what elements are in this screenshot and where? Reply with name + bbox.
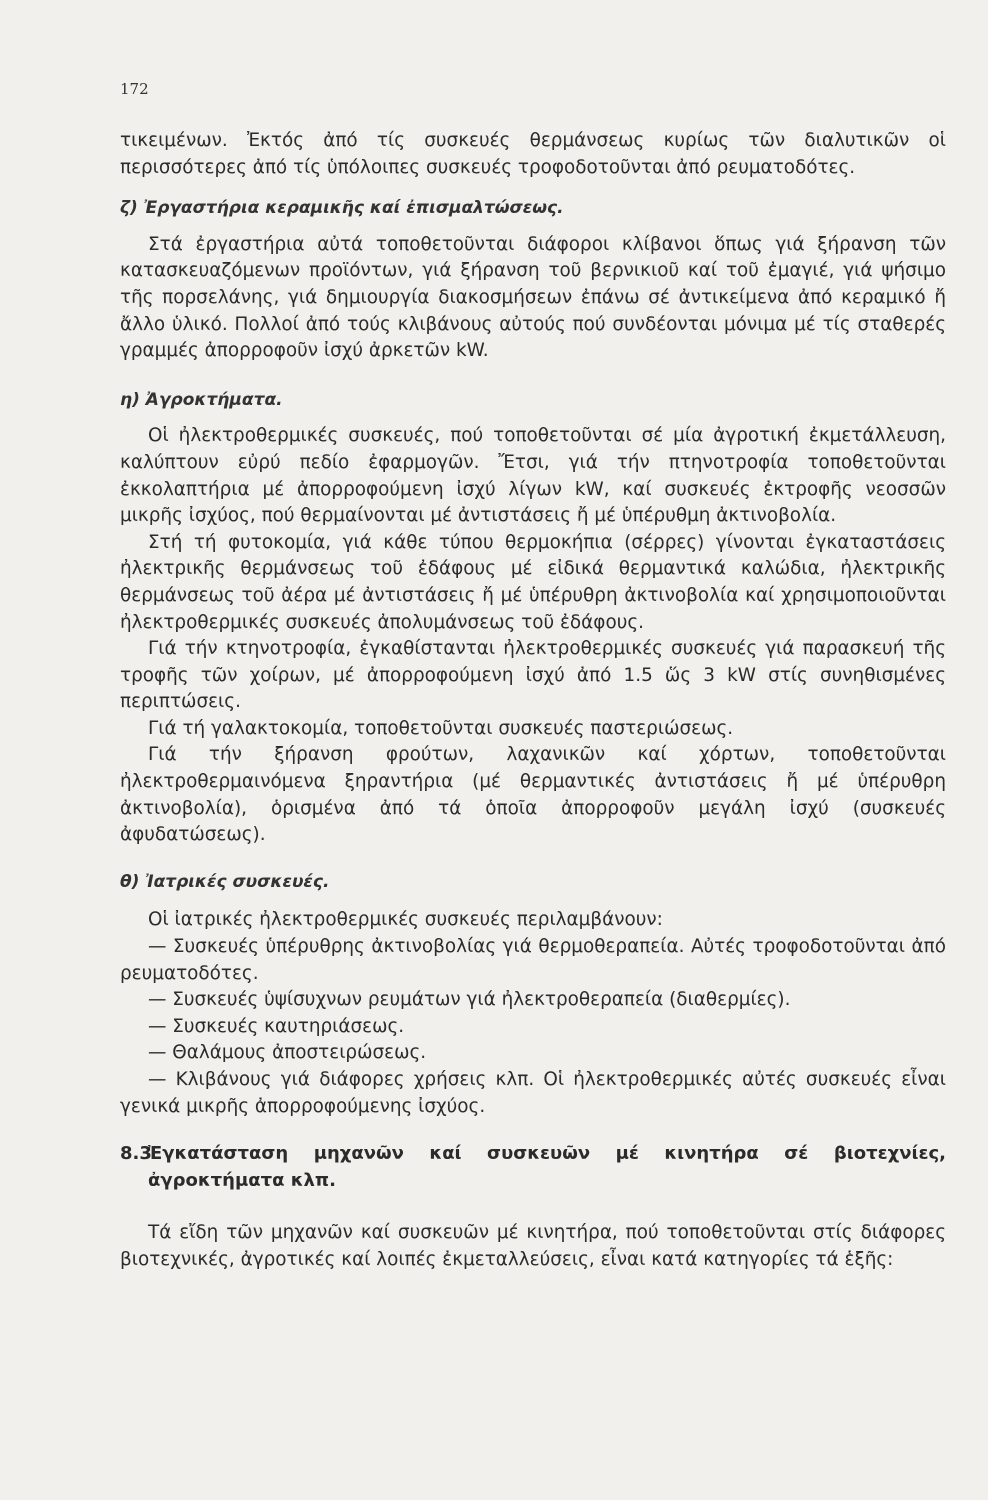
heading-farms: η) Ἀγροκτήματα. [120, 389, 283, 410]
heading-ceramics-workshops: ζ) Ἐργαστήρια κεραμικῆς καί ἐπισμαλτώσεως. [120, 198, 564, 219]
page-number: 172 [120, 80, 149, 98]
list-item-infrared: — Συσκευές ὑπέρυθρης ἀκτινοβολίας γιά θερμοθεραπεία. Αὐτές τροφοδοτοῦνται ἀπό ρευματοδότες. [120, 936, 946, 984]
paragraph-livestock: Γιά τήν κτηνοτροφία, ἐγκαθίστανται ἠλεκτροθερμικές συσκευές γιά παρασκευή τῆς τροφῆς τῶν χοίρων, μέ ἀπορροφούμενη ἰσχύ ἀπό 1.5 ὥς 3 kW στίς συνηθισμένες περιπτώσεις. [120, 638, 946, 713]
section-title-8-3 [120, 1140, 946, 1194]
paragraph-farms-intro: Οἱ ἠλεκτροθερμικές συσκευές, πού τοποθετοῦνται σέ μία ἀγροτική ἐκμετάλλευση, καλύπτουν εὐρύ πεδίο ἐφαρμογῶν. Ἔτσι, γιά τήν πτηνοτροφία τοποθετοῦνται ἐκκολαπτήρια μέ ἀπορροφούμενη ἰσχύ λίγων kW, καί συσκευές ἐκτροφῆς νεοσσῶν μικρῆς ἰσχύος, πού θερμαίνονται μέ ἀντιστάσεις ἤ μέ ὑπέρυθμη ἀκτινοβολία. [120, 425, 946, 527]
section-number: 8.3 [120, 1143, 152, 1165]
paragraph-medical-intro: Οἱ ἰατρικές ἠλεκτροθερμικές συσκευές περιλαμβάνουν: [148, 909, 663, 931]
paragraph-ceramics: Στά ἐργαστήρια αὐτά τοποθετοῦνται διάφοροι κλίβανοι ὅπως γιά ξήρανση τῶν κατασκευαζόμενων προϊόντων, γιά ξήρανση τοῦ βερνικιοῦ καί τοῦ ἐμαγιέ, γιά ψήσιμο τῆς πορσελάνης, γιά δημιουργία διακοσμήσεων ἐπάνω σέ ἀντικείμενα ἀπό κεραμικό ἤ ἄλλο ὑλικό. Πολλοί ἀπό τούς κλιβάνους αὐτούς πού συνδέονται μόνιμα μέ τίς σταθερές γραμμές ἀπορροφοῦν ἰσχύ ἀρκετῶν kW. [120, 233, 946, 362]
paragraph-dairy: Γιά τή γαλακτοκομία, τοποθετοῦνται συσκευές παστεριώσεως. [148, 717, 734, 739]
section-title-text: Ἐγκατάσταση μηχανῶν καί συσκευῶν μέ κινητήρα σέ βιοτεχνίες, ἀγροκτήματα κλπ. [148, 1143, 946, 1192]
list-item-cauterization: — Συσκευές καυτηριάσεως. [148, 1015, 405, 1037]
heading-medical-devices: θ) Ἰατρικές συσκευές. [120, 871, 330, 892]
paragraph-machines-intro: Τά εἴδη τῶν μηχανῶν καί συσκευῶν μέ κινητήρα, πού τοποθετοῦνται στίς διάφορες βιοτεχνικές, ἀγροτικές καί λοιπές ἐκμεταλλεύσεις, εἶναι κατά κατηγορίες τά ἑξῆς: [120, 1222, 946, 1270]
list-item-sterilization: — Θαλάμους ἀποστειρώσεως. [148, 1042, 427, 1064]
list-item-furnaces: — Κλιβάνους γιά διάφορες χρήσεις κλπ. Οἱ ἠλεκτροθερμικές αὐτές συσκευές εἶναι γενικά μικρῆς ἀπορροφούμενης ἰσχύος. [120, 1069, 946, 1117]
page-body [120, 128, 946, 1273]
paragraph-horticulture: Στή τή φυτοκομία, γιά κάθε τύπου θερμοκήπια (σέρρες) γίνονται ἐγκαταστάσεις ἠλεκτρικῆς θερμάνσεως τοῦ ἐδάφους μέ εἰδικά θερμαντικά καλώδια, ἠλεκτρικῆς θερμάνσεως τοῦ ἀέρα μέ ἀντιστάσεις ἤ μέ ὑπέρυθρη ἀκτινοβολία καί χρησιμοποιοῦνται ἠλεκτροθερμικές συσκευές ἀπολυμάνσεως τοῦ ἐδάφους. [120, 531, 946, 633]
paragraph-drying: Γιά τήν ξήρανση φρούτων, λαχανικῶν καί χόρτων, τοποθετοῦνται ἠλεκτροθερμαινόμενα ξηραντήρια (μέ θερμαντικές ἀντιστάσεις ἤ μέ ὑπέρυθρη ἀκτινοβολία), ὁρισμένα ἀπό τά ὁποῖα ἀπορροφοῦν μεγάλη ἰσχύ (συσκευές ἀφυδατώσεως). [120, 744, 946, 846]
list-item-high-frequency: — Συσκευές ὑψίσυχνων ρευμάτων γιά ἠλεκτροθεραπεία (διαθερμίες). [148, 989, 791, 1011]
paragraph-continued: τικειμένων. Ἐκτός ἀπό τίς συσκευές θερμάνσεως κυρίως τῶν διαλυτικῶν οἱ περισσότερες ἀπό τίς ὑπόλοιπες συσκευές τροφοδοτοῦνται ἀπό ρευματοδότες. [120, 130, 946, 178]
